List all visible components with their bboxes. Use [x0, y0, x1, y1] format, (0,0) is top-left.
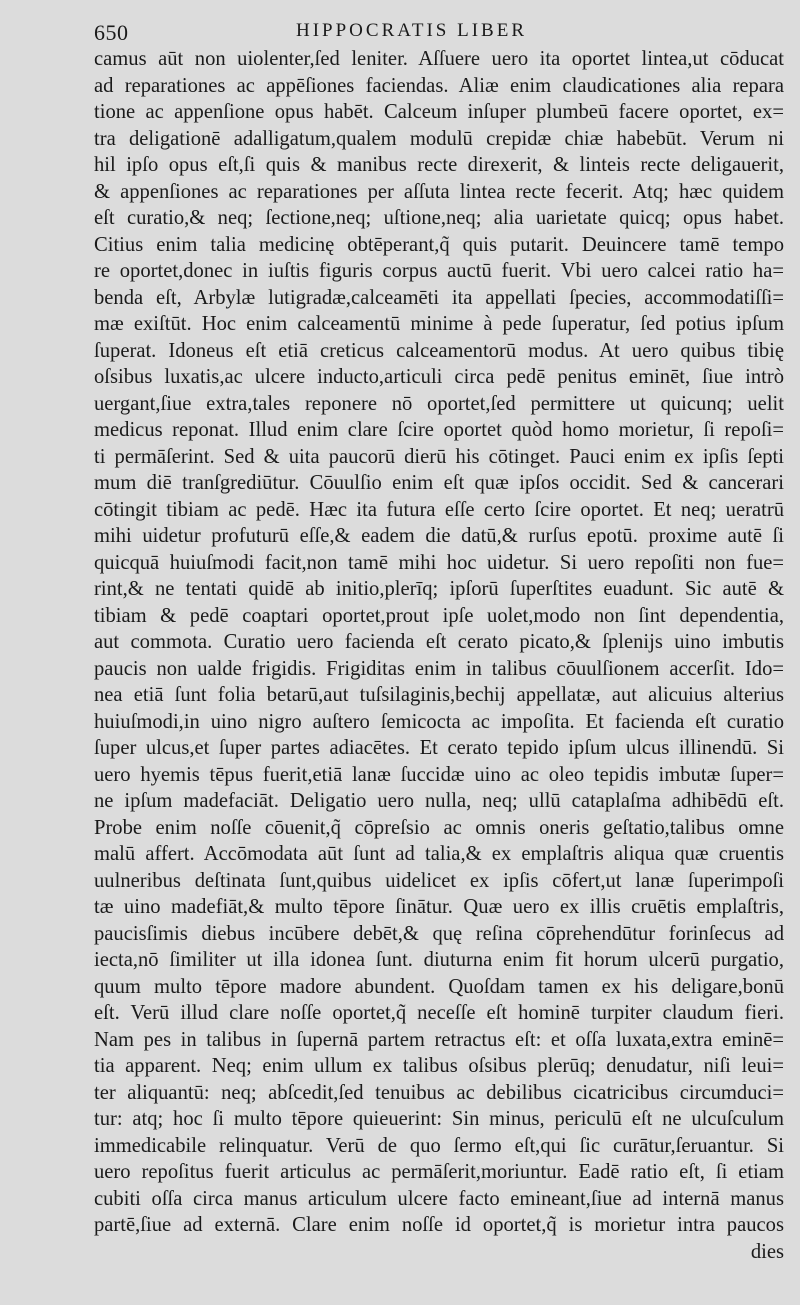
text-line: & appenſiones ac reparationes per aſſuta lintea recte fecerit. Atq; hæc quidem: [94, 180, 784, 203]
text-line: ſuperat. Idoneus eſt etiā creticus calceamentorū modus. At uero quibus tibię: [94, 339, 784, 362]
text-line: camus aūt non uiolenter,ſed leniter. Aſſuere uero ita oportet lintea,ut cōducat: [94, 48, 784, 70]
text-line: iecta,nō ſimiliter ut illa idonea ſunt. diuturna enim fit horum ulcerū purgatio,: [94, 949, 784, 971]
text-line: tia apparent. Neq; enim ullum ex talibus oſsibus plerūq; denudatur, niſi leui=: [94, 1055, 784, 1077]
text-line: tur: atq; hoc ſi multo tēpore quieuerint: Sin minus, periculū eſt ne ulcuſculum: [94, 1108, 784, 1130]
text-line: uero hyemis tēpus fuerit,etiā lanæ ſuccidæ uino ac oleo tepidis imbutæ ſuper=: [94, 763, 784, 786]
text-line: ter aliquantū: neq; abſcedit,ſed tenuibus ac debilibus cicatricibus circumduci=: [94, 1081, 784, 1104]
text-line: immedicabile relinquatur. Verū de quo ſermo eſt,qui ſic curātur,ſeruantur. Si: [94, 1134, 784, 1157]
text-line: eſt curatio,& neq; ſectione,neq; uſtione,neq; alia uarietate quicq; opus habet.: [94, 207, 784, 229]
text-line: mihi uidetur profuturū eſſe,& eadem die datū,& rurſus epotū. proxime autē ſi: [94, 525, 784, 547]
text-line: rint,& ne tentati quidē ab initio,plerīq; ipſorū ſuperſtites euadunt. Sic autē &: [94, 578, 784, 600]
body-text: [94, 46, 784, 1265]
text-line: Nam pes in talibus in ſupernā partem retractus eſt: et oſſa luxata,extra eminē=: [94, 1028, 784, 1051]
text-line: mæ exiſtūt. Hoc enim calceamentū minime à pede ſuperatur, ſed potius ipſum: [94, 313, 784, 335]
text-line: huiuſmodi,in uino nigro auſtero ſemicocta ac impoſita. Et facienda eſt curatio: [94, 710, 784, 733]
text-line: uergant,ſiue extra,tales reponere nō oportet,ſed permittere ut quicunq; uelit: [94, 392, 784, 415]
text-line: tibiam & pedē coaptari oportet,prout ipſe uolet,modo non ſint dependentia,: [94, 604, 784, 627]
text-line: partē,ſiue ad externā. Clare enim noſſe id oportet,q̃ is morietur intra paucos: [94, 1214, 784, 1236]
text-line: tra deligationē adalligatum,qualem modulū crepidæ chiæ habebūt. Verum ni: [94, 127, 784, 150]
text-line: nea etiā ſunt folia betarū,aut tuſsilaginis,bechij appellatæ, aut alicuius alterius: [94, 684, 784, 706]
text-line: ſuper ulcus,et ſuper partes adiacētes. Et cerato tepido ipſum ulcus illinendū. Si: [94, 737, 784, 759]
text-line: dies: [750, 1240, 784, 1263]
text-line: quicquā huiuſmodi facit,non tamē mihi hoc uidetur. Si uero repoſiti non fue=: [94, 551, 784, 574]
text-line: uulneribus deſtinata ſunt,quibus uidelicet ex ipſis cōfert,ut lanæ ſuperimpoſi: [94, 869, 784, 892]
text-line: cubiti oſſa circa manus articulum ulcere facto emineant,ſiue ad internā manus: [94, 1187, 784, 1210]
text-line: benda eſt, Arbylæ lutigradæ,calceamēti ita appellati ſpecies, accommodatiſſi=: [94, 286, 784, 309]
text-line: re oportet,donec in iuſtis figuris corpus auctū fuerit. Vbi uero calcei ratio ha=: [94, 260, 784, 282]
text-line: ad reparationes ac appēſiones faciendas. Aliæ enim claudicationes alia repara: [94, 74, 784, 97]
text-line: hil ipſo opus eſt,ſi quis & manibus recte direxerit, & linteis recte deligauerit,: [94, 154, 784, 176]
text-line: aut commota. Curatio uero facienda eſt cerato picato,& ſplenijs uino imbutis: [94, 631, 784, 653]
text-line: paucis non ualde frigidis. Frigiditas enim in talibus cōuulſionem accerſit. Ido=: [94, 657, 784, 680]
text-line: oſsibus luxatis,ac ulcere inducto,articuli circa pedē penitus eminēt, ſiue intrò: [94, 366, 784, 388]
text-line: ne ipſum madefaciāt. Deligatio uero nulla, neq; ullū cataplaſma adhibēdū eſt.: [94, 790, 784, 812]
text-line: Citius enim talia medicinę obtēperant,q̃ quis putarit. Deuincere tamē tempo: [94, 233, 784, 256]
text-line: Probe enim noſſe cōuenit,q̃ cōpreſsio ac omnis oneris geſtatio,talibus omne: [94, 816, 784, 839]
text-line: cōtingit tibiam ac pedē. Hæc ita futura eſſe certo ſcire oportet. Et neq; ueratrū: [94, 498, 784, 521]
page-number: 650: [94, 20, 129, 45]
text-line: mum diē tranſgrediūtur. Cōuulſio enim eſt quæ ipſos occidit. Sed & cancerari: [94, 472, 784, 494]
text-line: paucisſimis diebus incūbere debēt,& quę reſina cōprehendūtur forinſecus ad: [94, 922, 784, 945]
text-line: quum multo tēpore madore abundent. Quoſdam tamen ex his deligare,bonū: [94, 975, 784, 998]
text-line: ti permāſerint. Sed & uita paucorū dierū his cōtinget. Pauci enim ex ipſis ſepti: [94, 445, 784, 468]
text-line: malū affert. Accōmodata aūt ſunt ad talia,& ex emplaſtris aliqua quæ cruentis: [94, 843, 784, 865]
text-line: tæ uino madefiāt,& multo tēpore ſinātur. Quæ uero ex illis cruētis emplaſtris,: [94, 896, 784, 918]
text-line: tione ac appenſione opus habēt. Calceum inſuper plumbeū facere oportet, ex=: [94, 101, 784, 123]
text-line: uero repoſitus fuerit articulus ac permāſerit,moriuntur. Eadē ratio eſt, ſi etiam: [94, 1161, 784, 1183]
running-head: HIPPOCRATIS LIBER: [296, 20, 527, 41]
text-line: medicus reponat. Illud enim clare ſcire oportet quòd homo morietur, ſi repoſi=: [94, 419, 784, 441]
page-header: [94, 18, 774, 46]
text-line: eſt. Verū illud clare noſſe oportet,q̃ neceſſe eſt hominē turpiter claudum fieri.: [94, 1002, 784, 1024]
